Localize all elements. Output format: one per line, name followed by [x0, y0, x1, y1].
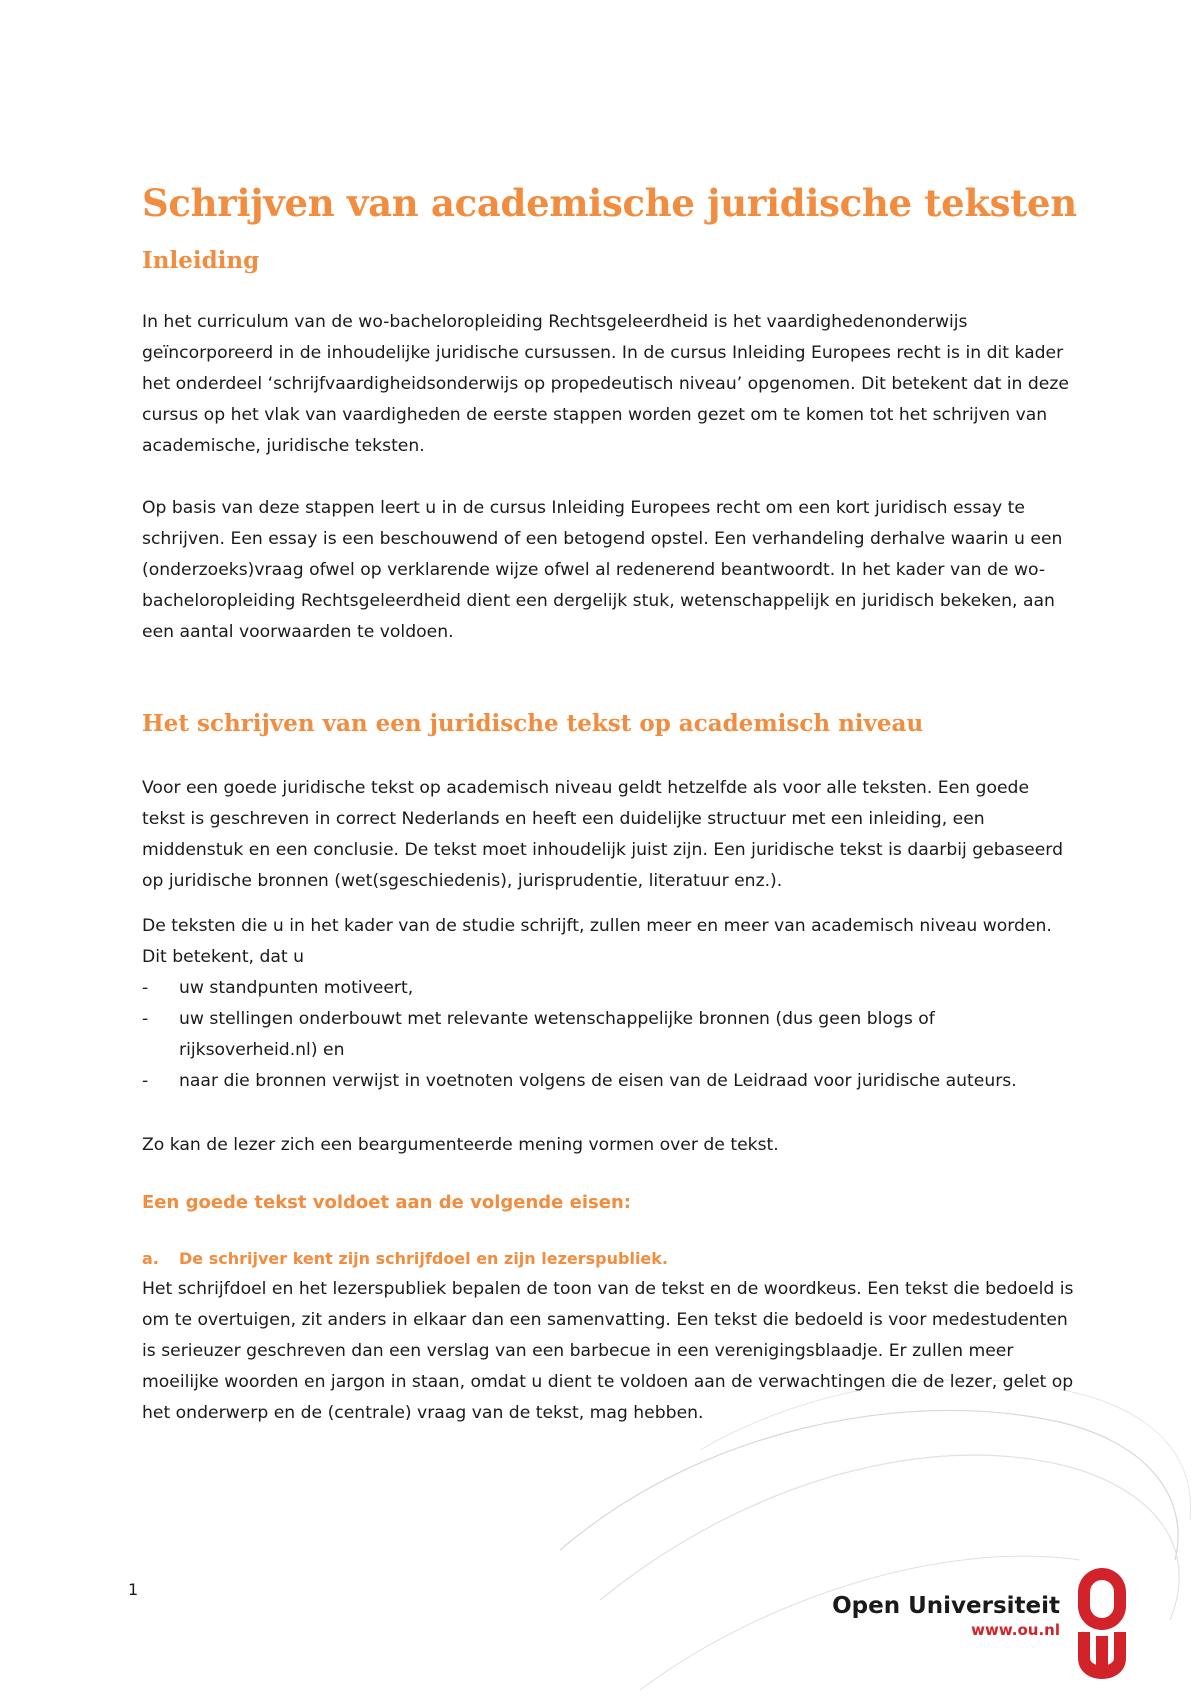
list-item-text: naar die bronnen verwijst in voetnoten volgens de eisen van de Leidraad voor juridische auteurs. — [179, 1071, 1017, 1091]
requirements-heading: Een goede tekst voldoet aan de volgende eisen: — [142, 1192, 631, 1213]
logo-name: Open Universiteit — [832, 1593, 1060, 1619]
list-item-text: uw stellingen onderbouwt met relevante wetenschappelijke bronnen (dus geen blogs of rijksoverheid.nl) en — [179, 1009, 935, 1060]
dash-bullet-icon: - — [142, 978, 149, 998]
logo-wordmark — [830, 1592, 1060, 1640]
document-title: Schrijven van academische juridische teksten — [142, 181, 1077, 225]
paragraph: Zo kan de lezer zich een beargumenteerde mening vormen over de tekst. — [142, 1135, 779, 1155]
requirement-heading-text: De schrijver kent zijn schrijfdoel en zijn lezerspubliek. — [179, 1249, 668, 1268]
list-item — [142, 1066, 1077, 1097]
paragraph: Voor een goede juridische tekst op academisch niveau geldt hetzelfde als voor alle teksten. Een goede tekst is geschreven in correct Nederlands en heeft een duidelijke structuur met een inleiding, een middenstuk en een conclusie. De tekst moet inhoudelijk juist zijn. Een juridische tekst is daarbij gebaseerd op juridische bronnen (wet(sgeschiedenis), jurisprudentie, literatuur enz.). — [142, 778, 1063, 891]
requirement-a-heading — [142, 1244, 1077, 1274]
section-heading-inleiding: Inleiding — [142, 247, 260, 274]
list-item — [142, 1004, 1077, 1066]
paragraph: Het schrijfdoel en het lezerspubliek bepalen de toon van de tekst en de woordkeus. Een tekst die bedoeld is om te overtuigen, zit anders in elkaar dan een samenvatting. Een tekst die bedoeld is voor medestudenten is serieuzer geschreven dan een verslag van een barbecue in een verenigingsblaadje. Er zullen meer moeilijke woorden en jargon in staan, omdat u dient te voldoen aan de verwachtingen die de lezer, gelet op het onderwerp en de (centrale) vraag van de tekst, mag hebben. — [142, 1279, 1074, 1423]
requirement-marker: a. — [142, 1249, 159, 1268]
paragraph: De teksten die u in het kader van de studie schrijft, zullen meer en meer van academisch niveau worden. Dit betekent, dat u — [142, 916, 1052, 967]
open-universiteit-logo-icon — [1072, 1566, 1132, 1686]
paragraph: Op basis van deze stappen leert u in de cursus Inleiding Europees recht om een kort juridisch essay te schrijven. Een essay is een beschouwend of een betogend opstel. Een verhandeling derhalve waarin u een (onderzoeks)vraag ofwel op verklarende wijze ofwel al redenerend beantwoordt. In het kader van de wo-bacheloropleiding Rechtsgeleerdheid dient een dergelijk stuk, wetenschappelijk en juridisch bekeken, aan een aantal voorwaarden te voldoen. — [142, 498, 1063, 642]
list-item — [142, 973, 1077, 1004]
section-heading-academisch-niveau: Het schrijven van een juridische tekst op academisch niveau — [142, 710, 924, 737]
page-number: 1 — [128, 1580, 139, 1599]
dash-bullet-icon: - — [142, 1071, 149, 1091]
paragraph: In het curriculum van de wo-bacheloropleiding Rechtsgeleerdheid is het vaardighedenonderwijs geïncorporeerd in de inhoudelijke juridische cursussen. In de cursus Inleiding Europees recht is in dit kader het onderdeel ‘schrijfvaardigheidsonderwijs op propedeutisch niveau’ opgenomen. Dit betekent dat in deze cursus op het vlak van vaardigheden de eerste stappen worden gezet om te komen tot het schrijven van academische, juridische teksten. — [142, 312, 1069, 456]
logo-url: www.ou.nl — [971, 1621, 1060, 1639]
list-item-text: uw standpunten motiveert, — [179, 978, 414, 998]
dash-bullet-icon: - — [142, 1009, 149, 1029]
document-body — [142, 178, 1077, 1429]
requirements-list — [142, 973, 1077, 1097]
